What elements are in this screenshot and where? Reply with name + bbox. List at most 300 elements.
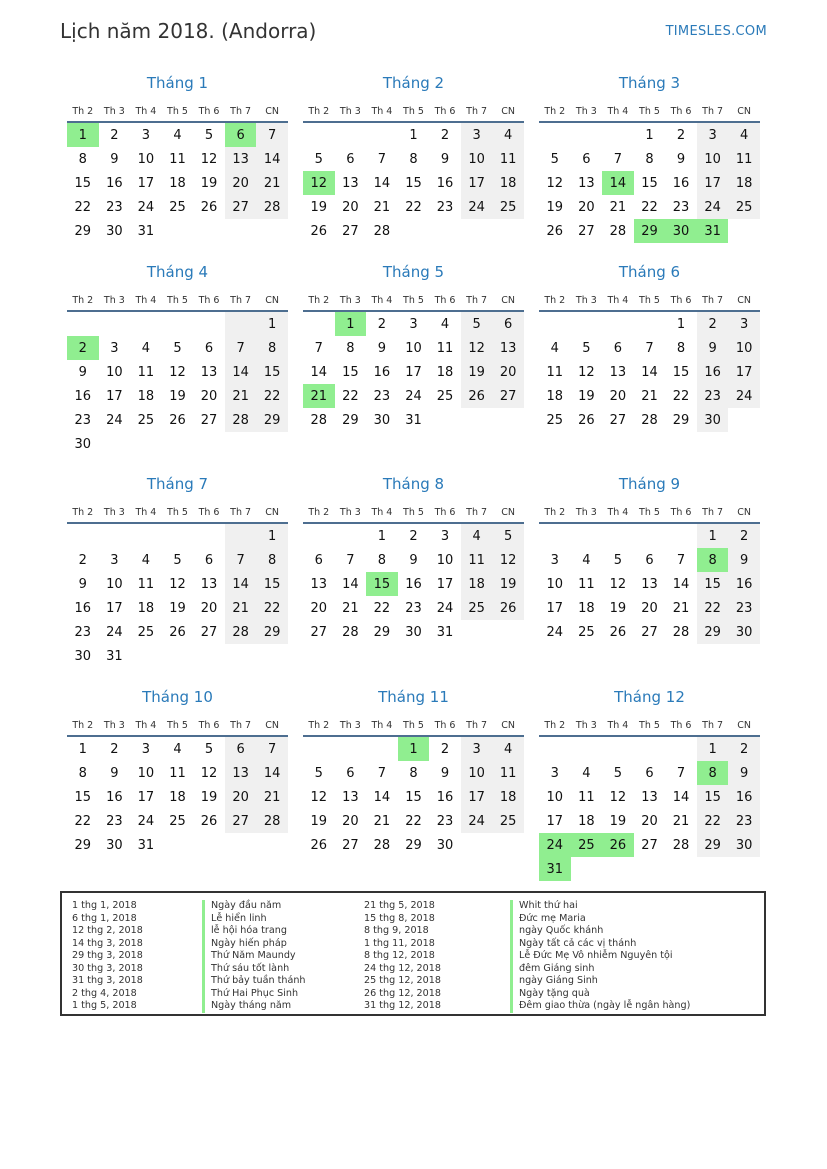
legend-holiday-date: 1 thg 11, 2018 bbox=[364, 937, 435, 949]
weekday-label: Th 5 bbox=[639, 507, 660, 518]
day-cell: 1 bbox=[409, 127, 418, 143]
weekday-label: CN bbox=[737, 295, 752, 306]
day-cell: 30 bbox=[74, 648, 92, 664]
day-cell: 14 bbox=[641, 364, 658, 380]
day-cell: 15 bbox=[697, 785, 729, 809]
day-cell: 25 bbox=[461, 596, 493, 620]
day-grid bbox=[303, 123, 524, 243]
month-title: Tháng 8 bbox=[382, 475, 445, 493]
day-cell: 21 bbox=[342, 600, 359, 616]
day-cell: 31 bbox=[405, 412, 422, 428]
day-cell: 14 bbox=[672, 789, 690, 805]
day-cell: 8 bbox=[256, 336, 288, 360]
legend-holiday-name: Lễ Đức Mẹ Vô nhiễm Nguyên tội bbox=[510, 950, 690, 963]
day-cell: 17 bbox=[461, 171, 493, 195]
day-cell: 24 bbox=[405, 388, 422, 404]
day-cell: 17 bbox=[137, 175, 155, 191]
empty-cell bbox=[130, 432, 162, 456]
day-cell: 6 bbox=[613, 340, 623, 356]
day-cell: 22 bbox=[256, 384, 288, 408]
day-cell: 22 bbox=[697, 596, 729, 620]
weekday-label: Th 3 bbox=[103, 106, 125, 117]
day-cell: 3 bbox=[141, 127, 151, 143]
day-cell: 17 bbox=[461, 785, 493, 809]
day-cell: 16 bbox=[697, 360, 729, 384]
day-cell: 21 bbox=[225, 384, 257, 408]
empty-cell bbox=[225, 644, 257, 668]
day-cell: 25 bbox=[169, 199, 186, 215]
weekday-label: Th 2 bbox=[72, 507, 94, 518]
weekday-label: Th 4 bbox=[135, 106, 157, 117]
day-cell: 29 bbox=[256, 408, 288, 432]
day-cell: 4 bbox=[492, 737, 524, 761]
day-cell: 25 bbox=[546, 412, 564, 428]
day-cell: 24 bbox=[546, 624, 564, 640]
weekday-label: Th 7 bbox=[466, 295, 488, 306]
weekday-label: Th 7 bbox=[702, 507, 724, 518]
day-cell: 15 bbox=[641, 175, 658, 191]
weekday-label: Th 7 bbox=[466, 720, 488, 731]
day-cell: 5 bbox=[314, 765, 323, 781]
day-cell: 29 bbox=[697, 833, 729, 857]
day-cell: 12 bbox=[310, 789, 328, 805]
day-cell: 27 bbox=[609, 412, 627, 428]
empty-cell bbox=[225, 219, 257, 243]
empty-cell bbox=[602, 737, 634, 761]
day-cell: 28 bbox=[641, 412, 658, 428]
day-cell: 22 bbox=[641, 199, 658, 215]
day-cell: 8 bbox=[346, 340, 355, 356]
day-cell: 31 bbox=[137, 837, 155, 853]
holiday-day-cell: 1 bbox=[67, 123, 99, 147]
day-cell: 9 bbox=[377, 340, 387, 356]
day-cell: 23 bbox=[74, 412, 92, 428]
weekday-header bbox=[303, 498, 524, 524]
day-cell: 22 bbox=[373, 600, 391, 616]
day-cell: 16 bbox=[672, 175, 690, 191]
weekday-header bbox=[303, 97, 524, 123]
day-cell: 7 bbox=[256, 737, 288, 761]
empty-cell bbox=[99, 312, 131, 336]
legend-holiday-name: Ngày tháng năm bbox=[202, 1000, 306, 1013]
holiday-legend bbox=[60, 891, 766, 1016]
day-cell: 19 bbox=[609, 600, 627, 616]
day-cell: 19 bbox=[578, 388, 595, 404]
day-cell: 10 bbox=[697, 147, 729, 171]
day-cell: 8 bbox=[256, 548, 288, 572]
day-cell: 4 bbox=[582, 765, 591, 781]
day-grid bbox=[539, 524, 760, 644]
day-cell: 8 bbox=[676, 340, 686, 356]
weekday-label: Th 4 bbox=[371, 295, 393, 306]
day-cell: 13 bbox=[342, 789, 359, 805]
weekday-label: Th 5 bbox=[403, 295, 424, 306]
legend-right-names bbox=[510, 900, 690, 1013]
day-cell: 6 bbox=[492, 312, 524, 336]
weekday-label: CN bbox=[501, 720, 516, 731]
day-cell: 28 bbox=[225, 408, 257, 432]
day-cell: 19 bbox=[169, 388, 186, 404]
empty-cell bbox=[697, 857, 729, 881]
day-cell: 29 bbox=[342, 412, 359, 428]
day-cell: 2 bbox=[440, 741, 450, 757]
day-cell: 5 bbox=[613, 552, 623, 568]
day-cell: 25 bbox=[728, 195, 760, 219]
month-block bbox=[539, 687, 760, 881]
day-cell: 15 bbox=[405, 789, 422, 805]
day-cell: 11 bbox=[137, 364, 155, 380]
day-cell: 29 bbox=[74, 837, 92, 853]
legend-left-names bbox=[202, 900, 306, 1013]
empty-cell bbox=[67, 312, 99, 336]
empty-cell bbox=[492, 833, 524, 857]
day-cell: 4 bbox=[582, 552, 591, 568]
day-cell: 9 bbox=[728, 761, 760, 785]
legend-holiday-date: 14 thg 3, 2018 bbox=[72, 937, 143, 949]
day-cell: 9 bbox=[440, 765, 450, 781]
day-cell: 13 bbox=[641, 576, 658, 592]
day-cell: 25 bbox=[436, 388, 454, 404]
month-title: Tháng 3 bbox=[618, 74, 681, 92]
weekday-label: Th 2 bbox=[308, 295, 330, 306]
day-cell: 16 bbox=[436, 175, 454, 191]
day-cell: 7 bbox=[314, 340, 323, 356]
empty-cell bbox=[634, 857, 666, 881]
legend-holiday-date: 6 thg 1, 2018 bbox=[72, 912, 137, 924]
day-cell: 21 bbox=[256, 171, 288, 195]
holiday-day-cell: 21 bbox=[303, 384, 335, 408]
holiday-day-cell: 29 bbox=[634, 219, 666, 243]
day-cell: 10 bbox=[106, 576, 123, 592]
day-cell: 26 bbox=[200, 199, 218, 215]
empty-cell bbox=[492, 408, 524, 432]
month-title: Tháng 7 bbox=[146, 475, 209, 493]
empty-cell bbox=[193, 432, 225, 456]
month-title: Tháng 9 bbox=[618, 475, 681, 493]
page-title: Lịch năm 2018. (Andorra) bbox=[60, 19, 317, 43]
day-grid bbox=[67, 524, 288, 668]
holiday-day-cell: 14 bbox=[602, 171, 634, 195]
weekday-label: Th 6 bbox=[434, 720, 456, 731]
weekday-label: Th 4 bbox=[607, 295, 629, 306]
day-cell: 18 bbox=[728, 171, 760, 195]
day-cell: 23 bbox=[373, 388, 391, 404]
legend-left-dates bbox=[72, 900, 143, 1013]
day-cell: 3 bbox=[110, 340, 119, 356]
weekday-label: Th 6 bbox=[198, 720, 220, 731]
day-cell: 7 bbox=[256, 123, 288, 147]
day-cell: 23 bbox=[436, 813, 454, 829]
weekday-label: Th 3 bbox=[575, 507, 597, 518]
legend-holiday-date: 12 thg 2, 2018 bbox=[72, 925, 143, 936]
day-cell: 3 bbox=[409, 316, 418, 332]
legend-holiday-date: 8 thg 12, 2018 bbox=[364, 950, 435, 961]
day-cell: 2 bbox=[728, 524, 760, 548]
empty-cell bbox=[728, 219, 760, 243]
day-cell: 11 bbox=[461, 548, 493, 572]
weekday-label: Th 2 bbox=[308, 507, 330, 518]
day-cell: 28 bbox=[342, 624, 359, 640]
weekday-header bbox=[67, 711, 288, 737]
day-cell: 9 bbox=[440, 151, 450, 167]
empty-cell bbox=[571, 524, 603, 548]
weekday-label: CN bbox=[737, 106, 752, 117]
holiday-day-cell: 26 bbox=[602, 833, 634, 857]
day-cell: 21 bbox=[373, 199, 391, 215]
day-cell: 30 bbox=[405, 624, 422, 640]
day-cell: 14 bbox=[310, 364, 328, 380]
day-cell: 28 bbox=[672, 624, 690, 640]
empty-cell bbox=[571, 737, 603, 761]
day-cell: 21 bbox=[609, 199, 627, 215]
day-cell: 16 bbox=[405, 576, 422, 592]
day-cell: 13 bbox=[225, 147, 257, 171]
day-cell: 28 bbox=[609, 223, 627, 239]
day-cell: 2 bbox=[110, 127, 119, 143]
day-cell: 26 bbox=[461, 384, 493, 408]
holiday-day-cell: 25 bbox=[571, 833, 603, 857]
month-title: Tháng 4 bbox=[146, 263, 209, 281]
empty-cell bbox=[225, 524, 257, 548]
day-cell: 9 bbox=[78, 364, 87, 380]
empty-cell bbox=[335, 737, 367, 761]
empty-cell bbox=[193, 833, 225, 857]
weekday-label: Th 4 bbox=[371, 507, 393, 518]
day-cell: 1 bbox=[256, 524, 288, 548]
legend-holiday-name: lễ hội hóa trang bbox=[202, 925, 306, 938]
day-cell: 26 bbox=[492, 596, 524, 620]
day-cell: 24 bbox=[728, 384, 760, 408]
weekday-label: CN bbox=[265, 507, 280, 518]
day-cell: 24 bbox=[137, 199, 155, 215]
empty-cell bbox=[398, 219, 430, 243]
weekday-label: Th 4 bbox=[135, 720, 157, 731]
day-cell: 15 bbox=[672, 364, 690, 380]
weekday-header bbox=[539, 286, 760, 312]
legend-holiday-date: 25 thg 12, 2018 bbox=[364, 975, 441, 986]
weekday-label: Th 3 bbox=[339, 295, 361, 306]
empty-cell bbox=[130, 524, 162, 548]
legend-holiday-date: 29 thg 3, 2018 bbox=[72, 950, 143, 961]
day-cell: 17 bbox=[106, 388, 123, 404]
empty-cell bbox=[728, 857, 760, 881]
day-grid bbox=[67, 312, 288, 456]
day-cell: 17 bbox=[728, 360, 760, 384]
day-cell: 3 bbox=[141, 741, 151, 757]
day-cell: 25 bbox=[492, 195, 524, 219]
weekday-label: Th 3 bbox=[339, 507, 361, 518]
day-grid bbox=[67, 737, 288, 857]
day-cell: 19 bbox=[546, 199, 564, 215]
weekday-label: Th 7 bbox=[230, 295, 252, 306]
day-cell: 12 bbox=[492, 548, 524, 572]
weekday-label: Th 6 bbox=[670, 295, 692, 306]
day-cell: 7 bbox=[645, 340, 654, 356]
empty-cell bbox=[665, 524, 697, 548]
day-cell: 22 bbox=[405, 813, 422, 829]
day-cell: 15 bbox=[256, 572, 288, 596]
legend-holiday-name: đêm Giáng sinh bbox=[510, 963, 690, 976]
day-cell: 21 bbox=[672, 600, 690, 616]
day-cell: 30 bbox=[74, 436, 92, 452]
weekday-label: Th 7 bbox=[702, 295, 724, 306]
weekday-label: Th 3 bbox=[339, 106, 361, 117]
day-cell: 22 bbox=[74, 813, 92, 829]
day-cell: 15 bbox=[697, 572, 729, 596]
month-title: Tháng 12 bbox=[614, 688, 685, 706]
weekday-label: Th 7 bbox=[702, 106, 724, 117]
day-cell: 29 bbox=[405, 837, 422, 853]
legend-holiday-date: 15 thg 8, 2018 bbox=[364, 912, 435, 924]
day-cell: 1 bbox=[697, 737, 729, 761]
empty-cell bbox=[728, 408, 760, 432]
day-cell: 27 bbox=[578, 223, 595, 239]
weekday-label: Th 3 bbox=[103, 295, 125, 306]
weekday-label: Th 7 bbox=[466, 106, 488, 117]
day-cell: 18 bbox=[578, 813, 595, 829]
day-cell: 17 bbox=[137, 789, 155, 805]
weekday-label: CN bbox=[265, 295, 280, 306]
day-cell: 7 bbox=[613, 151, 623, 167]
day-cell: 28 bbox=[672, 837, 690, 853]
day-cell: 30 bbox=[728, 620, 760, 644]
day-cell: 9 bbox=[676, 151, 686, 167]
holiday-day-cell: 1 bbox=[335, 312, 367, 336]
day-cell: 3 bbox=[440, 528, 450, 544]
weekday-label: CN bbox=[737, 507, 752, 518]
weekday-label: Th 4 bbox=[607, 507, 629, 518]
day-cell: 5 bbox=[173, 340, 182, 356]
empty-cell bbox=[303, 312, 335, 336]
site-link[interactable]: TIMESLES.COM bbox=[665, 24, 767, 39]
empty-cell bbox=[602, 524, 634, 548]
empty-cell bbox=[303, 737, 335, 761]
legend-holiday-date: 26 thg 12, 2018 bbox=[364, 987, 441, 999]
day-cell: 14 bbox=[225, 360, 257, 384]
month-block bbox=[67, 474, 288, 668]
month-block bbox=[303, 262, 524, 432]
day-cell: 10 bbox=[461, 147, 493, 171]
empty-cell bbox=[67, 524, 99, 548]
month-block bbox=[67, 73, 288, 243]
day-cell: 6 bbox=[314, 552, 323, 568]
day-cell: 24 bbox=[436, 600, 454, 616]
empty-cell bbox=[665, 737, 697, 761]
legend-right-dates bbox=[364, 900, 441, 1013]
day-cell: 18 bbox=[546, 388, 564, 404]
day-cell: 27 bbox=[342, 223, 359, 239]
weekday-label: Th 7 bbox=[230, 507, 252, 518]
day-cell: 25 bbox=[578, 624, 595, 640]
month-block bbox=[303, 687, 524, 857]
weekday-label: Th 5 bbox=[167, 106, 188, 117]
day-cell: 2 bbox=[440, 127, 450, 143]
empty-cell bbox=[193, 219, 225, 243]
weekday-header bbox=[539, 711, 760, 737]
day-cell: 8 bbox=[645, 151, 654, 167]
day-cell: 4 bbox=[173, 741, 182, 757]
day-cell: 16 bbox=[106, 789, 123, 805]
empty-cell bbox=[492, 620, 524, 644]
day-cell: 18 bbox=[436, 364, 454, 380]
day-cell: 8 bbox=[377, 552, 387, 568]
weekday-label: Th 3 bbox=[575, 720, 597, 731]
day-cell: 9 bbox=[78, 576, 87, 592]
weekday-label: Th 3 bbox=[339, 720, 361, 731]
day-cell: 2 bbox=[377, 316, 387, 332]
legend-holiday-name: ngày Giáng Sinh bbox=[510, 975, 690, 988]
day-cell: 12 bbox=[169, 364, 186, 380]
day-cell: 19 bbox=[200, 175, 218, 191]
weekday-label: Th 5 bbox=[167, 507, 188, 518]
day-cell: 2 bbox=[110, 741, 119, 757]
day-cell: 29 bbox=[373, 624, 391, 640]
day-cell: 13 bbox=[492, 336, 524, 360]
day-cell: 31 bbox=[436, 624, 454, 640]
empty-cell bbox=[634, 737, 666, 761]
day-cell: 23 bbox=[728, 809, 760, 833]
empty-cell bbox=[429, 219, 461, 243]
weekday-header bbox=[539, 498, 760, 524]
day-cell: 30 bbox=[728, 833, 760, 857]
weekday-label: Th 4 bbox=[607, 720, 629, 731]
weekday-label: Th 6 bbox=[670, 720, 692, 731]
month-title: Tháng 6 bbox=[618, 263, 681, 281]
day-cell: 9 bbox=[110, 765, 119, 781]
day-cell: 1 bbox=[697, 524, 729, 548]
day-cell: 10 bbox=[137, 151, 155, 167]
day-cell: 10 bbox=[546, 789, 564, 805]
day-cell: 20 bbox=[200, 388, 218, 404]
day-cell: 16 bbox=[436, 789, 454, 805]
empty-cell bbox=[665, 857, 697, 881]
day-cell: 7 bbox=[676, 765, 686, 781]
holiday-day-cell: 31 bbox=[697, 219, 729, 243]
day-cell: 30 bbox=[106, 837, 123, 853]
empty-cell bbox=[162, 524, 194, 548]
day-cell: 26 bbox=[546, 223, 564, 239]
empty-cell bbox=[335, 123, 367, 147]
empty-cell bbox=[99, 432, 131, 456]
day-cell: 9 bbox=[728, 548, 760, 572]
day-cell: 24 bbox=[697, 195, 729, 219]
day-cell: 14 bbox=[342, 576, 359, 592]
weekday-label: Th 5 bbox=[403, 720, 424, 731]
day-cell: 4 bbox=[141, 340, 151, 356]
weekday-header bbox=[303, 286, 524, 312]
day-cell: 3 bbox=[461, 737, 493, 761]
legend-holiday-name: Ngày tất cả các vị thánh bbox=[510, 938, 690, 951]
empty-cell bbox=[130, 312, 162, 336]
weekday-label: Th 5 bbox=[639, 720, 660, 731]
day-cell: 14 bbox=[373, 789, 391, 805]
empty-cell bbox=[256, 219, 288, 243]
day-cell: 20 bbox=[609, 388, 627, 404]
day-cell: 26 bbox=[310, 223, 328, 239]
day-cell: 28 bbox=[373, 223, 391, 239]
day-cell: 18 bbox=[169, 175, 186, 191]
day-cell: 22 bbox=[342, 388, 359, 404]
day-cell: 1 bbox=[256, 312, 288, 336]
day-cell: 4 bbox=[550, 340, 559, 356]
day-cell: 25 bbox=[137, 624, 155, 640]
day-cell: 22 bbox=[697, 809, 729, 833]
day-grid bbox=[539, 312, 760, 432]
day-cell: 21 bbox=[225, 596, 257, 620]
day-cell: 3 bbox=[110, 552, 119, 568]
empty-cell bbox=[602, 857, 634, 881]
legend-holiday-date: 1 thg 5, 2018 bbox=[72, 1000, 137, 1011]
